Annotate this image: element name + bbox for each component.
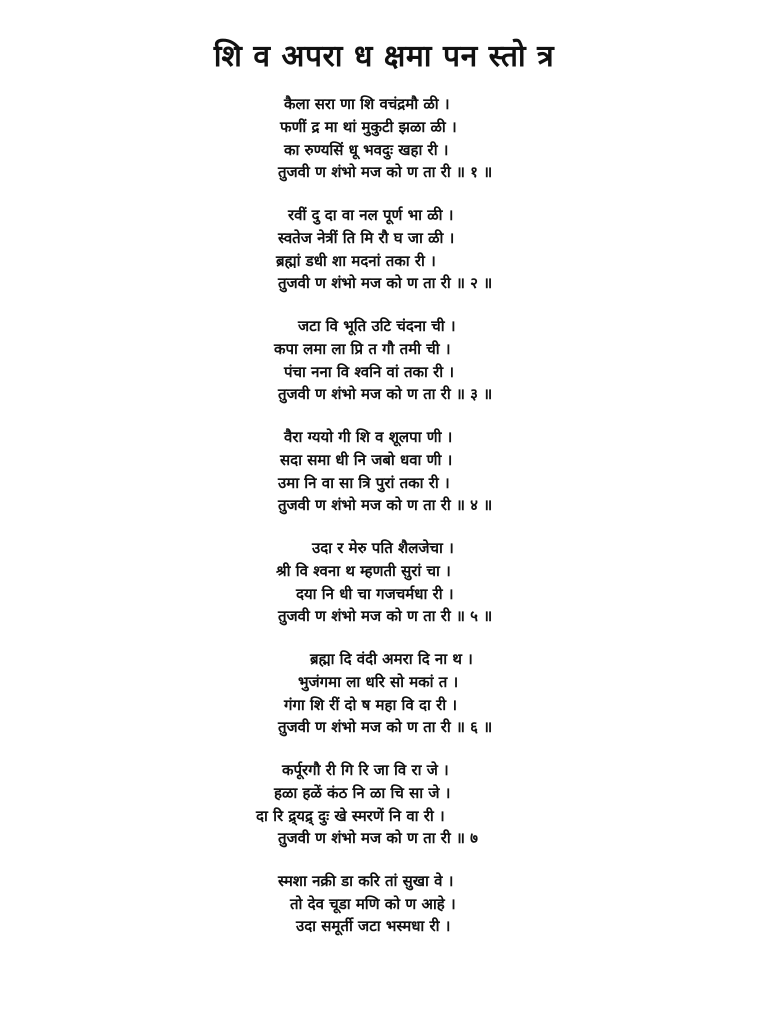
verse-line: [0, 647, 768, 671]
verse-line: [0, 448, 768, 472]
verse-line: [0, 536, 768, 560]
verse-line-text: कर्पूरगौ री गि रि जा वि रा जे ।: [282, 761, 449, 779]
verse-line-text: फणीं द्र मा थां मुकुटी झळा ळी ।: [280, 118, 457, 136]
verse-line: [0, 226, 768, 250]
refrain-line: [0, 382, 768, 406]
verse-line-text: का रुण्यसिं धू भवदुः खहा री ।: [284, 141, 449, 159]
refrain-line: [0, 160, 768, 184]
verse-line: [0, 471, 768, 495]
verse-line-text: दा रि द्र्यद्र् दुः खे स्मरणें नि वा री ।: [256, 807, 445, 825]
verse-line: [0, 337, 768, 361]
verse-line-text: कैला सरा णा शि वचंद्रमौ ळी ।: [284, 95, 450, 113]
verse-line-text: उदा समूर्ती जटा भस्मधा री ।: [296, 917, 451, 935]
refrain-line-text: तुजवी ण शंभो मज को ण ता री ॥ ३ ॥: [278, 385, 493, 403]
verse-line: [0, 249, 768, 273]
verse-line: [0, 781, 768, 805]
verse-line: [0, 670, 768, 694]
verse-line: [0, 425, 768, 449]
verse-line: [0, 92, 768, 116]
refrain-line-text: तुजवी ण शंभो मज को ण ता री ॥ १ ॥: [278, 163, 493, 181]
refrain-line: [0, 493, 768, 517]
verse-line-text: रवीं दु दा वा नल पूर्ण भा ळी ।: [288, 206, 454, 224]
verse-line-text: दया नि धी चा गजचर्मधा री ।: [296, 585, 454, 603]
verse-line-text: सदा समा धी नि जबो धवा णी ।: [280, 451, 453, 469]
verse-line-text: ब्रह्मा दि वंदी अमरा दि ना थ ।: [310, 650, 473, 668]
verse-line: [0, 314, 768, 338]
refrain-line: [0, 826, 768, 850]
verse-line-text: स्वतेज नेत्रीं ति मि रौ घ जा ळी ।: [278, 229, 455, 247]
verse-line-text: हळा हळें कंठ नि ळा चि सा जे ।: [274, 784, 451, 802]
verse-line-text: कपा लमा ला प्रि त गौ तमी ची ।: [274, 340, 451, 358]
verse-line: [0, 804, 768, 828]
verse-line: [0, 559, 768, 583]
refrain-line: [0, 715, 768, 739]
verse-line: [0, 138, 768, 162]
page-title: शि व अपरा ध क्षमा पन स्तो त्र: [213, 39, 555, 74]
verse-line-text: स्मशा नक्री डा करि तां सुखा वे ।: [278, 872, 454, 890]
verse-line-text: श्री वि श्वना थ म्हणती सुरां चा ।: [276, 562, 451, 580]
refrain-line: [0, 604, 768, 628]
verse-line: [0, 115, 768, 139]
verse-line: [0, 582, 768, 606]
verse-line: [0, 914, 768, 938]
verse-line-text: भुजंगमा ला धरि सो मकां त ।: [298, 673, 459, 691]
verse-line-text: गंगा शि रीं दो ष महा वि दा री ।: [284, 696, 458, 714]
verse-line: [0, 869, 768, 893]
verse-line: [0, 758, 768, 782]
refrain-line-text: तुजवी ण शंभो मज को ण ता री ॥ ७: [278, 829, 478, 847]
refrain-line-text: तुजवी ण शंभो मज को ण ता री ॥ ४ ॥: [278, 496, 493, 514]
verse-line: [0, 693, 768, 717]
refrain-line-text: तुजवी ण शंभो मज को ण ता री ॥ ६ ॥: [278, 718, 493, 736]
refrain-line: [0, 271, 768, 295]
verse-line-text: जटा वि भूति उटि चंदना ची ।: [298, 317, 456, 335]
refrain-line-text: तुजवी ण शंभो मज को ण ता री ॥ ५ ॥: [278, 607, 493, 625]
verse-line: [0, 360, 768, 384]
verse-line: [0, 892, 768, 916]
refrain-line-text: तुजवी ण शंभो मज को ण ता री ॥ २ ॥: [278, 274, 493, 292]
verse-line-text: ब्रह्मां डधी शा मदनां तका री ।: [276, 252, 436, 270]
verse-line: [0, 203, 768, 227]
verse-line-text: पंचा नना वि श्वनि वां तका री ।: [284, 363, 455, 381]
verse-line-text: तो देव चूडा मणि को ण आहे ।: [290, 895, 456, 913]
verse-line-text: उमा नि वा सा त्रि पुरां तका री ।: [278, 474, 450, 492]
verse-line-text: उदा र मेरु पति शैलजेचा ।: [312, 539, 454, 557]
verse-line-text: वैरा ग्ययो गी शि व शूलपा णी ।: [284, 428, 453, 446]
